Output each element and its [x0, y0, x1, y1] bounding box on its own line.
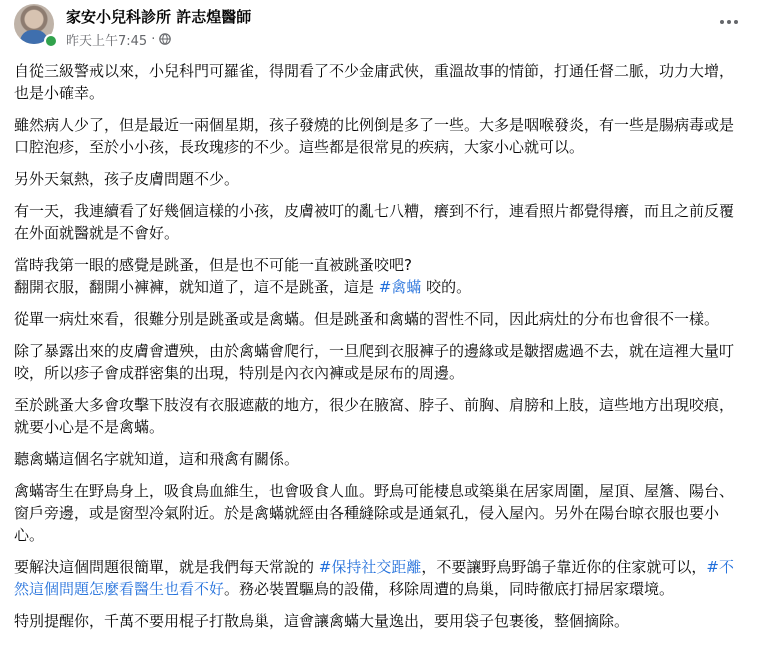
paragraph-text: 禽蟎寄生在野鳥身上，吸食鳥血維生，也會吸食人血。野鳥可能棲息或築巢在居家周圍，屋頂、屋簷、陽台、窗戶旁邊，或是窗型冷氣附近。於是禽蟎就經由各種縫除或是通氣孔，侵入屋內。另外在陽台晾衣服也要小心。 — [14, 482, 735, 544]
post-paragraph — [14, 254, 747, 298]
post-paragraph — [14, 168, 747, 190]
post-paragraph — [14, 610, 747, 632]
post-meta — [66, 30, 171, 48]
post-paragraph — [14, 556, 747, 600]
post-paragraph — [14, 340, 747, 384]
paragraph-text: 咬的。 — [421, 278, 472, 296]
paragraph-text: 有一天，我連續看了好幾個這樣的小孩，皮膚被叮的亂七八糟，癢到不行，連看照片都覺得癢，而且之前反覆在外面就醫就是不會好。 — [14, 202, 735, 242]
paragraph-text: 當時我第一眼的感覺是跳蚤，但是也不可能一直被跳蚤咬吧? 翻開衣服，翻開小褲褲，就知道了，這不是跳蚤，這是 — [14, 256, 412, 296]
post-paragraph — [14, 114, 747, 158]
hashtag-link[interactable]: #不然這個問題怎麼看醫生也看不好 — [14, 558, 734, 598]
post-timestamp[interactable]: 昨天上午7:45 — [66, 33, 148, 49]
meta-separator: · — [151, 31, 156, 47]
post-body — [14, 60, 747, 642]
paragraph-text: 雖然病人少了，但是最近一兩個星期，孩子發燒的比例倒是多了一些。大多是咽喉發炎，有一些是腸病毒或是口腔泡疹，至於小小孩，長玫瑰疹的不少。這些都是很常見的疾病，大家小心就可以。 — [14, 116, 735, 156]
post-paragraph — [14, 200, 747, 244]
hashtag-link[interactable]: #禽蟎 — [378, 278, 422, 296]
paragraph-text: 除了暴露出來的皮膚會遭殃，由於禽蟎會爬行，一旦爬到衣服褲子的邊緣或是皺摺處過不去，就在這裡大量叮咬，所以疹子會成群密集的出現，特別是內衣內褲或是尿布的周邊。 — [14, 342, 735, 382]
post-paragraph — [14, 394, 747, 438]
paragraph-text: 聽禽蟎這個名字就知道，這和飛禽有關係。 — [14, 450, 300, 468]
more-horizontal-icon[interactable] — [717, 10, 741, 34]
globe-icon[interactable] — [159, 33, 171, 45]
paragraph-text: 要解決這個問題很簡單，就是我們每天常說的 — [14, 558, 319, 576]
paragraph-text: ，不要讓野鳥野鴿子靠近你的住家就可以， — [421, 558, 707, 576]
author-name[interactable]: 家安小兒科診所 許志煌醫師 — [66, 8, 252, 26]
post-paragraph — [14, 480, 747, 546]
hashtag-link[interactable]: #保持社交距離 — [318, 558, 422, 576]
post-paragraph — [14, 448, 747, 470]
paragraph-text: 。務必裝置驅鳥的設備，移除周遭的鳥巢，同時徹底打掃居家環境。 — [224, 580, 675, 598]
paragraph-text: 至於跳蚤大多會攻擊下肢沒有衣服遮蔽的地方，很少在腋窩、脖子、前胸、肩膀和上肢，這些地方出現咬痕，就要小心是不是禽蟎。 — [14, 396, 735, 436]
post-paragraph — [14, 308, 747, 330]
paragraph-text: 從單一病灶來看，很難分別是跳蚤或是禽蟎。但是跳蚤和禽蟎的習性不同，因此病灶的分布也會很不一樣。 — [14, 310, 720, 328]
post-header — [14, 4, 745, 54]
paragraph-text: 自從三級警戒以來，小兒科門可羅雀，得閒看了不少金庸武俠，重溫故事的情節，打通任督二脈，功力大增，也是小確幸。 — [14, 62, 735, 102]
post-paragraph — [14, 60, 747, 104]
online-status-dot — [44, 34, 58, 48]
paragraph-text: 特別提醒你，千萬不要用棍子打散鳥巢，這會讓禽蟎大量逸出，要用袋子包裹後，整個摘除。 — [14, 612, 630, 630]
paragraph-text: 另外天氣熱，孩子皮膚問題不少。 — [14, 170, 240, 188]
